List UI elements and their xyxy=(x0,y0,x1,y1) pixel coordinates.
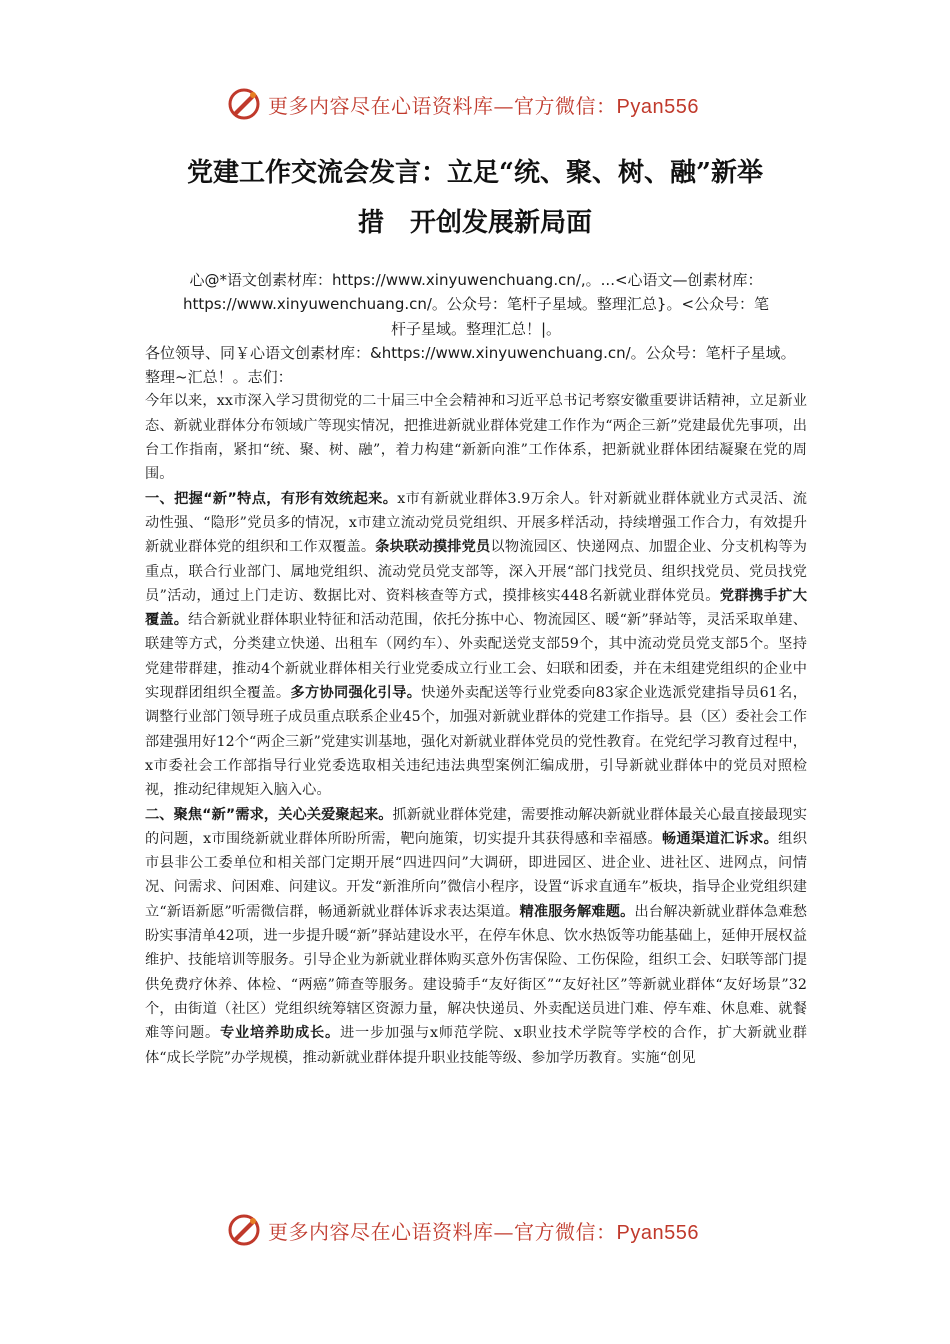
title-line-2: 措 开创发展新局面 xyxy=(357,208,592,238)
section-1-sub-2: 党群携手扩大覆盖。 xyxy=(145,587,808,629)
greeting: 各位领导、同￥心语文创素材库：&https://www.xinyuwenchuang.cn/。公众号：笔杆子星域。整理~汇总！。志们： xyxy=(145,343,796,387)
section-2-sub-3: 专业培养助成长。 xyxy=(220,1025,341,1042)
section-2-sub-2: 精准服务解难题。 xyxy=(519,903,635,920)
header-banner xyxy=(226,82,746,126)
banner-text: 更多内容尽在心语资料库—官方微信：Pyan556 xyxy=(268,1219,699,1244)
wechat-id: Pyan556 xyxy=(616,1221,699,1244)
banner-text: 更多内容尽在心语资料库—官方微信：Pyan556 xyxy=(268,93,699,118)
wechat-id: Pyan556 xyxy=(616,95,699,118)
intro-paragraph: 今年以来，xx市深入学习贯彻党的二十届三中全会精神和习近平总书记考察安徽重要讲话精神，立足新业态、新就业群体分布领域广等现实情况，把推进新就业群体党建工作作为“两企三新”党建最优先事项，出台工作指南，紧扣“统、聚、树、融”，着力构建“新新向淮”工作体系，把新就业群体团结凝聚在党的周围。 xyxy=(145,393,807,483)
section-1-heading: 一、把握“新”特点，有形有效统起来。 xyxy=(145,490,398,507)
watermark-line: 心@*语文创素材库：https://www.xinyuwenchuang.cn/,。...<心语文—创素材库： xyxy=(189,271,763,289)
footer-banner xyxy=(226,1208,746,1252)
section-2-heading: 二、聚焦“新”需求，关心关爱聚起来。 xyxy=(145,806,393,823)
watermark-line: https://www.xinyuwenchuang.cn/。公众号：笔杆子星域。整理汇总}。<公众号：笔 xyxy=(182,295,770,314)
document-title xyxy=(120,148,830,248)
document-body xyxy=(145,268,807,1070)
section-1-paragraph: 一、把握“新”特点，有形有效统起来。x市有新就业群体3.9万余人。针对新就业群体就业方式灵活、流动性强、“隐形”党员多的情况，x市建立流动党员党组织、开展多样活动，持续增强工作合力，有效提升新就业群体党的组织和工作双覆盖。条块联动摸排党员以物流园区、快递网点、加盟企业、分支机构等为重点，联合行业部门、属地党组织、流动党员党支部等，深入开展“部门找党员、组织找党员、党员找党员”活动，通过上门走访、数据比对、资料核查等方式，摸排核实448名新就业群体党员。党群携手扩大覆盖。结合新就业群体职业特征和活动范围，依托分拣中心、物流园区、暖“新”驿站等，灵活采取单建、联建等方式，分类建立快递、出租车（网约车）、外卖配送党支部59个，其中流动党员党支部5个。坚持党建带群建，推动4个新就业群体相关行业党委成立行业工会、妇联和团委，并在未组建党组织的企业中实现群团组织全覆盖。多方协同强化引导。快递外卖配送等行业党委向83家企业选派党建指导员61名，调整行业部门领导班子成员重点联系企业45个，加强对新就业群体的党建工作指导。县（区）委社会工作部建强用好12个“两企三新”党建实训基地，强化对新就业群体党员的党性教育。在党纪学习教育过程中，x市委社会工作部指导行业党委选取相关违纪违法典型案例汇编成册，引导新就业群体中的党员对照检视，推动纪律规矩入脑入心。 xyxy=(145,490,808,799)
section-2-sub-1: 畅通渠道汇诉求。 xyxy=(661,830,779,847)
section-2-paragraph: 二、聚焦“新”需求，关心关爱聚起来。抓新就业群体党建，需要推动解决新就业群体最关心最直接最现实的问题，x市围绕新就业群体所盼所需，靶向施策，切实提升其获得感和幸福感。畅通渠道汇诉求。组织市县非公工委单位和相关部门定期开展“四进四问”大调研，即进园区、进企业、进社区、进网点，问情况、问需求、问困难、问建议。开发“新淮所向”微信小程序，设置“诉求直通车”板块，指导企业党组织建立“新语新愿”听需微信群，畅通新就业群体诉求表达渠道。精准服务解难题。出台解决新就业群体急难愁盼实事清单42项，进一步提升暖“新”驿站建设水平，在停车休息、饮水热饭等功能基础上，延伸开展权益维护、技能培训等服务。引导企业为新就业群体购买意外伤害保险、工伤保险，组织工会、妇联等部门提供免费疗休养、体检、“两癌”筛查等服务。建设骑手“友好街区”“友好社区”等新就业群体“友好场景”32个，由街道（社区）党组织统筹辖区资源力量，解决快递员、外卖配送员进门难、停车难、休息难、就餐难等问题。专业培养助成长。进一步加强与x师范学院、x职业技术学院等学校的合作，扩大新就业群体“成长学院”办学规模，推动新就业群体提升职业技能等级、参加学历教育。实施“创见 xyxy=(145,806,807,1066)
section-1-sub-1: 条块联动摸排党员 xyxy=(375,539,491,556)
logo-icon xyxy=(226,1212,262,1248)
section-1-sub-3: 多方协同强化引导。 xyxy=(290,685,422,702)
logo-icon xyxy=(226,86,262,122)
watermark-line: 杆子星域。整理汇总！|。 xyxy=(390,319,562,338)
title-line-1: 党建工作交流会发言：立足“统、聚、树、融”新举 xyxy=(187,158,763,188)
